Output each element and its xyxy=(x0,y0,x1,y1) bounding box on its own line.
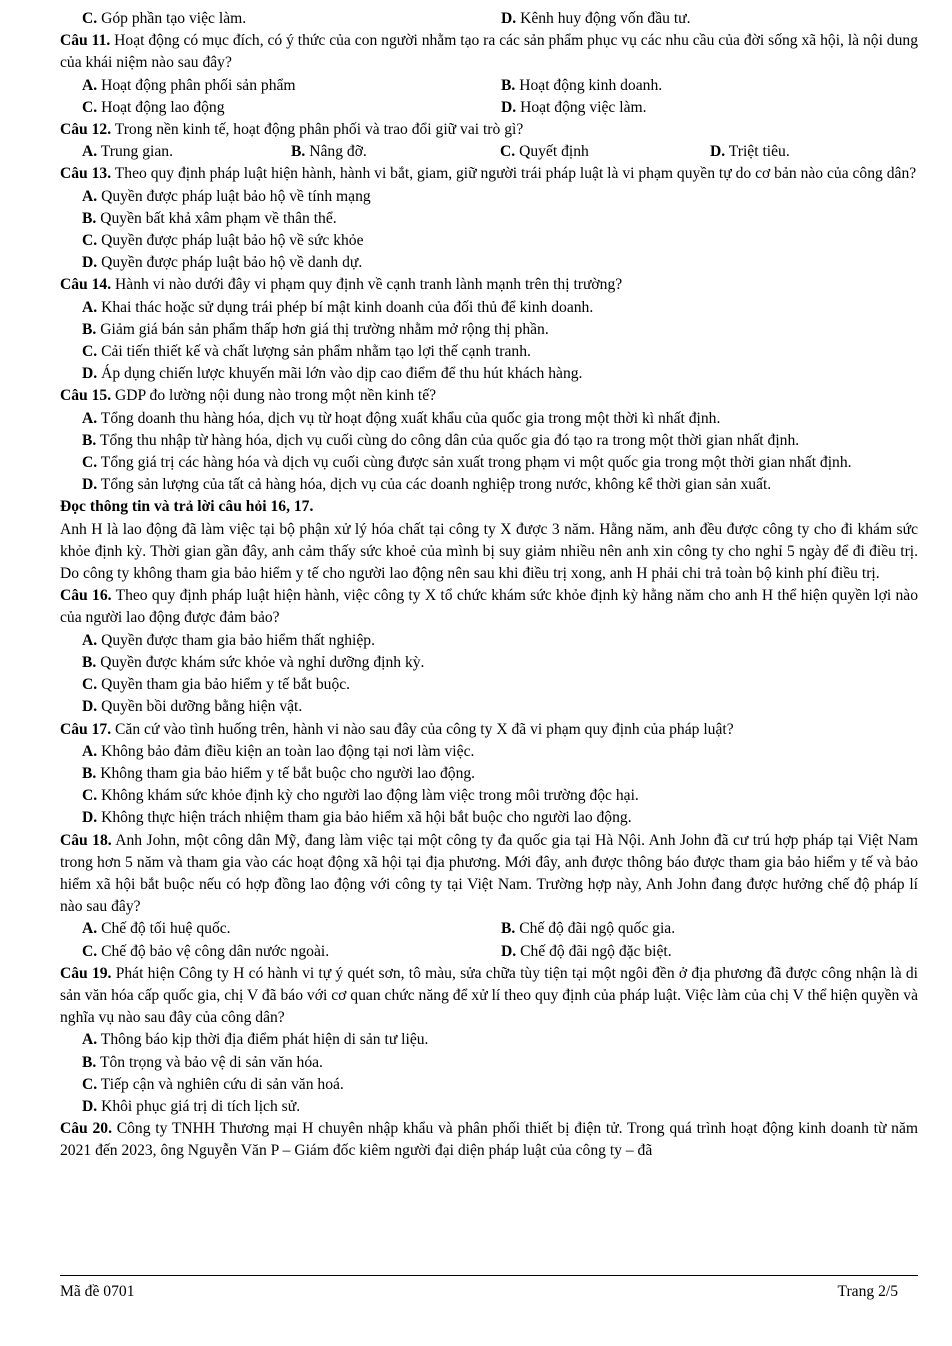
q17-option-b: B. Không tham gia bảo hiểm y tế bắt buộc cho người lao động. xyxy=(82,764,476,782)
q19-option-c: C. Tiếp cận và nghiên cứu di sản văn hoá. xyxy=(82,1075,344,1093)
q18-option-c: C. Chế độ bảo vệ công dân nước ngoài. xyxy=(82,942,330,960)
q18-options-row1 xyxy=(60,918,918,940)
reading-heading: Đọc thông tin và trả lời câu hỏi 16, 17. xyxy=(60,498,314,516)
q15-option-c: C. Tổng giá trị các hàng hóa và dịch vụ cuối cùng được sản xuất trong phạm vi một quốc gia trong một thời gian nhất định. xyxy=(82,454,852,472)
q18-option-d: D. Chế độ đãi ngộ đặc biệt. xyxy=(501,942,672,960)
q13-option-c: C. Quyền được pháp luật bảo hộ về sức khỏe xyxy=(82,232,364,250)
q10-options xyxy=(60,8,918,30)
exam-page xyxy=(60,8,918,1163)
q13-option-b: B. Quyền bất khả xâm phạm về thân thể. xyxy=(82,209,337,227)
page-number: Trang 2/5 xyxy=(837,1283,898,1300)
q15-option-b: B. Tổng thu nhập từ hàng hóa, dịch vụ cuối cùng do công dân của quốc gia đó tạo ra trong một thời gian nhất định. xyxy=(82,431,800,449)
footer-divider xyxy=(60,1275,918,1276)
q12-option-d: D. Triệt tiêu. xyxy=(710,143,790,161)
q19-option-a: A. Thông báo kịp thời địa điểm phát hiện di sản tư liệu. xyxy=(82,1031,429,1049)
question-15: Câu 15. GDP đo lường nội dung nào trong một nền kinh tế? xyxy=(60,387,437,405)
q11-option-b: B. Hoạt động kinh doanh. xyxy=(501,76,663,94)
question-18: Câu 18. Anh John, một công dân Mỹ, đang làm việc tại một công ty đa quốc gia tại Hà Nội. Anh John đã cư trú hợp pháp tại Việt Nam trong hơn 5 năm và tham gia vào các hoạt động xã hội tại địa phương. Mới đây, anh được thông báo được tham gia bảo hiểm y tế và bảo hiểm xã hội bắt buộc nếu có hợp đồng lao động với công ty tại Việt Nam. Trường hợp này, Anh John đang được hưởng chế độ pháp lí nào sau đây? xyxy=(60,831,918,916)
q13-option-d: D. Quyền được pháp luật bảo hộ về danh dự. xyxy=(82,254,363,272)
reading-passage: Anh H là lao động đã làm việc tại bộ phận xử lý hóa chất tại công ty X được 3 năm. Hằng năm, anh đều được công ty cho đi khám sức khỏe định kỳ. Thời gian gần đây, anh cảm thấy sức khoẻ của mình bị suy giảm nhiều nên anh xin công ty cho nghỉ 5 ngày để đi điều trị. Do công ty không tham gia bảo hiểm y tế cho người lao động nên sau khi điều trị xong, anh H phải chi trả toàn bộ kinh phí điều trị. xyxy=(60,520,918,583)
q12-option-c: C. Quyết định xyxy=(500,143,589,161)
question-12: Câu 12. Trong nền kinh tế, hoạt động phân phối và trao đổi giữ vai trò gì? xyxy=(60,121,524,139)
q11-option-d: D. Hoạt động việc làm. xyxy=(501,98,647,116)
q18-options-row2 xyxy=(60,941,918,963)
q12-options xyxy=(60,141,918,163)
q13-option-a: A. Quyền được pháp luật bảo hộ về tính mạng xyxy=(82,187,371,205)
q17-option-d: D. Không thực hiện trách nhiệm tham gia bảo hiểm xã hội bắt buộc cho người lao động. xyxy=(82,809,632,827)
q14-option-c: C. Cải tiến thiết kế và chất lượng sản phẩm nhằm tạo lợi thế cạnh tranh. xyxy=(82,343,531,361)
q14-option-b: B. Giảm giá bán sản phẩm thấp hơn giá thị trường nhằm mở rộng thị phần. xyxy=(82,320,549,338)
q16-option-b: B. Quyền được khám sức khỏe và nghỉ dưỡng định kỳ. xyxy=(82,653,425,671)
q18-option-b: B. Chế độ đãi ngộ quốc gia. xyxy=(501,920,676,938)
q12-option-b: B. Nâng đỡ. xyxy=(291,143,367,161)
q11-options-row1 xyxy=(60,75,918,97)
q16-option-a: A. Quyền được tham gia bảo hiểm thất nghiệp. xyxy=(82,631,376,649)
q10-option-d: D. Kênh huy động vốn đầu tư. xyxy=(501,10,691,27)
question-16: Câu 16. Theo quy định pháp luật hiện hành, việc công ty X tổ chức khám sức khỏe định kỳ hằng năm cho anh H thể hiện quyền lợi nào của người lao động được đảm bảo? xyxy=(60,587,918,627)
q10-option-c: C. Góp phần tạo việc làm. xyxy=(82,10,247,27)
q19-option-b: B. Tôn trọng và bảo vệ di sản văn hóa. xyxy=(82,1053,323,1071)
q19-option-d: D. Khôi phục giá trị di tích lịch sử. xyxy=(82,1097,301,1115)
q14-option-a: A. Khai thác hoặc sử dụng trái phép bí mật kinh doanh của đối thủ để kinh doanh. xyxy=(82,298,594,316)
q14-option-d: D. Áp dụng chiến lược khuyến mãi lớn vào dịp cao điểm để thu hút khách hàng. xyxy=(82,365,583,383)
q15-option-d: D. Tổng sản lượng của tất cả hàng hóa, dịch vụ của các doanh nghiệp trong nước, không kể thời gian sản xuất. xyxy=(82,476,772,494)
q16-option-c: C. Quyền tham gia bảo hiểm y tế bắt buộc. xyxy=(82,676,351,694)
page-footer xyxy=(60,1281,898,1303)
q11-options-row2 xyxy=(60,97,918,119)
question-17: Câu 17. Căn cứ vào tình huống trên, hành vi nào sau đây của công ty X đã vi phạm quy định của pháp luật? xyxy=(60,720,734,738)
q15-option-a: A. Tổng doanh thu hàng hóa, dịch vụ từ hoạt động xuất khẩu của quốc gia trong một thời kì nhất định. xyxy=(82,409,721,427)
question-14: Câu 14. Hành vi nào dưới đây vi phạm quy định về cạnh tranh lành mạnh trên thị trường? xyxy=(60,276,623,294)
exam-code: Mã đề 0701 xyxy=(60,1283,135,1300)
q11-option-a: A. Hoạt động phân phối sản phẩm xyxy=(82,76,296,94)
question-19: Câu 19. Phát hiện Công ty H có hành vi tự ý quét sơn, tô màu, sửa chữa tùy tiện tại một ngôi đền ở địa phương đã được công nhận là di sản văn hóa cấp quốc gia, chị V đã báo với cơ quan chức năng để xử lí theo quy định của pháp luật. Việc làm của chị V thể hiện quyền và nghĩa vụ nào sau đây của công dân? xyxy=(60,964,918,1027)
q11-option-c: C. Hoạt động lao động xyxy=(82,98,225,116)
q17-option-a: A. Không bảo đảm điều kiện an toàn lao động tại nơi làm việc. xyxy=(82,742,475,760)
question-13: Câu 13. Theo quy định pháp luật hiện hành, hành vi bắt, giam, giữ người trái pháp luật là vi phạm quyền tự do cơ bản nào của công dân? xyxy=(60,165,917,183)
q17-option-c: C. Không khám sức khỏe định kỳ cho người lao động làm việc trong môi trường độc hại. xyxy=(82,787,639,805)
q12-option-a: A. Trung gian. xyxy=(82,143,174,161)
q16-option-d: D. Quyền bồi dưỡng bằng hiện vật. xyxy=(82,698,303,716)
question-20: Câu 20. Công ty TNHH Thương mại H chuyên nhập khẩu và phân phối thiết bị điện tử. Trong quá trình hoạt động kinh doanh từ năm 2021 đến 2023, ông Nguyễn Văn P – Giám đốc kiêm người đại diện pháp luật của công ty – đã xyxy=(60,1120,918,1160)
q18-option-a: A. Chế độ tối huệ quốc. xyxy=(82,920,231,938)
question-11: Câu 11. Hoạt động có mục đích, có ý thức của con người nhằm tạo ra các sản phẩm phục vụ các nhu cầu của đời sống xã hội, là nội dung của khái niệm nào sau đây? xyxy=(60,32,918,72)
